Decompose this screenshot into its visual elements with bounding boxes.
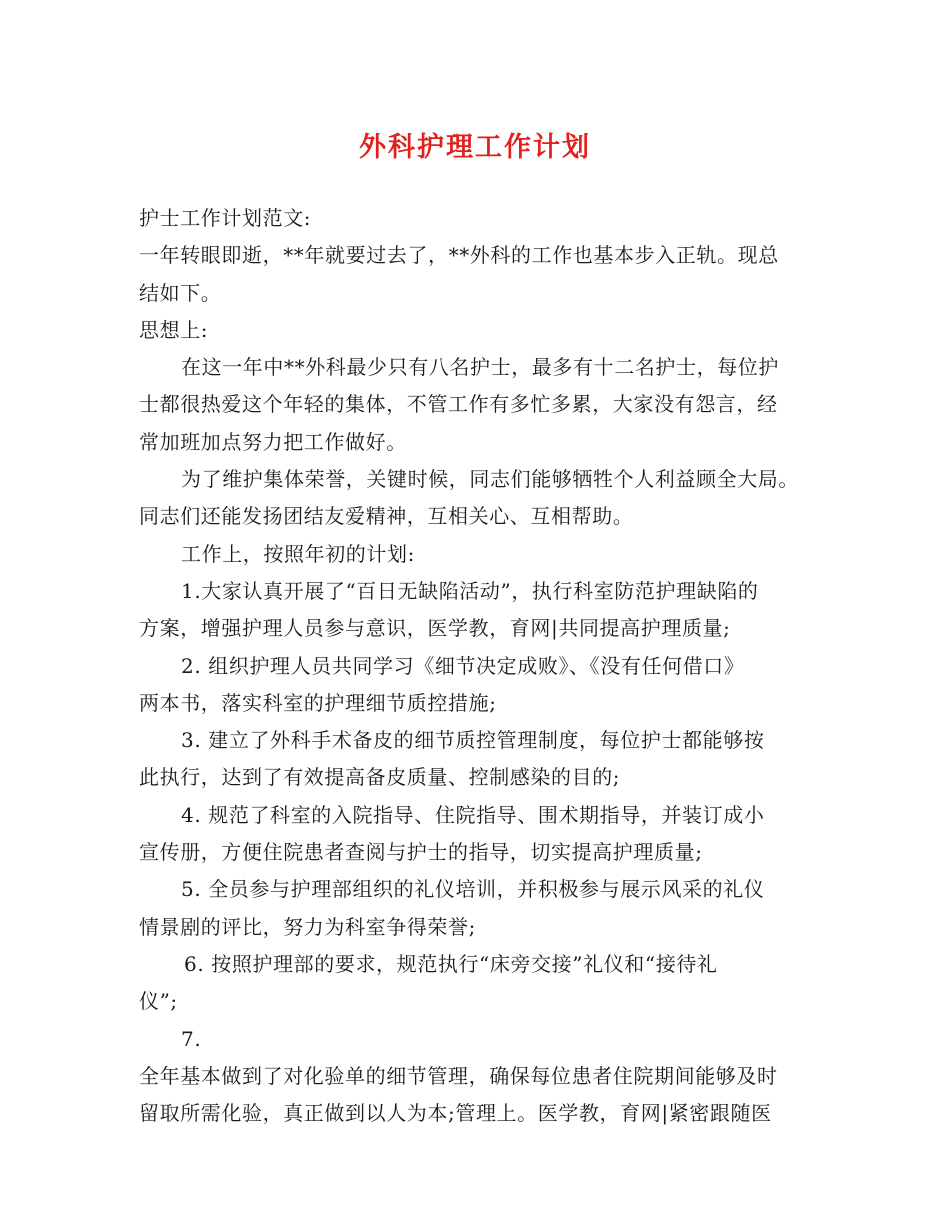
document-body: [139, 200, 839, 1132]
text-line: 7.: [181, 1026, 202, 1051]
text-line: 4. 规范了科室的入院指导、住院指导、围术期指导，并装订成小: [181, 802, 765, 827]
text-line: 思想上:: [139, 317, 209, 342]
text-line: 留取所需化验，真正做到以人为本;管理上。医学教，育网|紧密跟随医: [139, 1101, 772, 1126]
text-line: 结如下。: [139, 280, 222, 305]
text-line: 为了维护集体荣誉，关键时候，同志们能够牺牲个人利益顾全大局。: [181, 467, 799, 492]
text-line: 常加班加点努力把工作做好。: [139, 429, 407, 454]
document-title: 外科护理工作计划: [359, 132, 591, 163]
text-line: 同志们还能发扬团结友爱精神，互相关心、互相帮助。: [139, 504, 634, 529]
text-line: 3. 建立了外科手术备皮的细节质控管理制度，每位护士都能够按: [181, 728, 765, 753]
text-line: 6. 按照护理部的要求，规范执行“床旁交接”礼仪和“接待礼: [184, 951, 718, 976]
text-line: 全年基本做到了对化验单的细节管理，确保每位患者住院期间能够及时: [139, 1063, 778, 1088]
text-line: 士都很热爱这个年轻的集体，不管工作有多忙多累，大家没有怨言，经: [139, 392, 778, 417]
text-line: 2. 组织护理人员共同学习《细节决定成败》、《没有任何借口》: [181, 653, 745, 678]
text-line: 情景剧的评比，努力为科室争得荣誉;: [139, 914, 476, 939]
text-line: 此执行，达到了有效提高备皮质量、控制感染的目的;: [139, 765, 621, 790]
text-line: 一年转眼即逝，**年就要过去了，**外科的工作也基本步入正轨。现总: [139, 243, 779, 268]
text-line: 在这一年中**外科最少只有八名护士，最多有十二名护士，每位护: [181, 355, 779, 380]
text-line: 工作上，按照年初的计划:: [181, 541, 415, 566]
text-line: 仪”;: [139, 989, 178, 1014]
text-line: 宣传册，方便住院患者查阅与护士的指导，切实提高护理质量;: [139, 840, 703, 865]
text-line: 护士工作计划范文:: [139, 206, 312, 230]
text-line: 5. 全员参与护理部组织的礼仪培训，并积极参与展示风采的礼仪: [181, 877, 765, 902]
text-line: 方案，增强护理人员参与意识，医学教，育网|共同提高护理质量;: [139, 616, 731, 641]
text-line: 1.大家认真开展了“百日无缺陷活动”，执行科室防范护理缺陷的: [181, 578, 759, 603]
text-line: 两本书，落实科室的护理细节质控措施;: [139, 690, 497, 715]
